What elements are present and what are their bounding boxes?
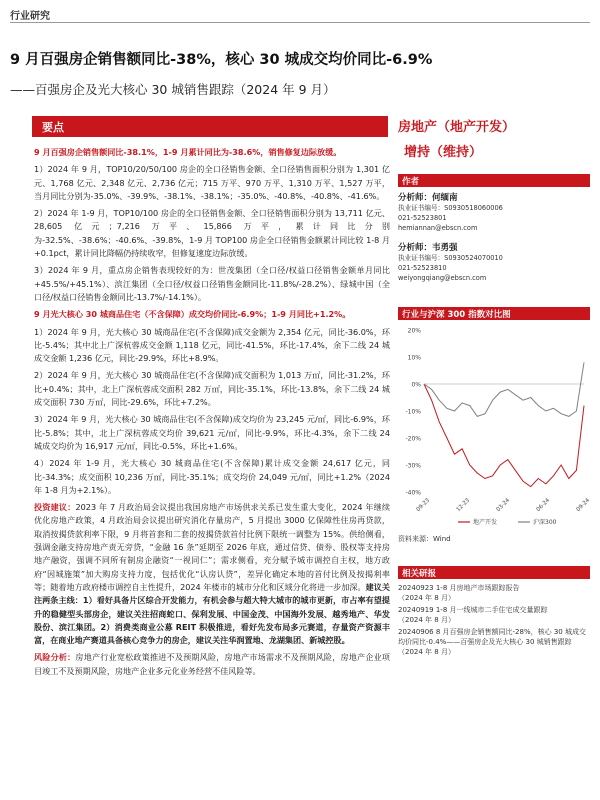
sidebar xyxy=(398,116,590,659)
legend-label: 沪深300 xyxy=(533,519,557,526)
investment-head: 投资建议： xyxy=(34,502,76,513)
x-tick-label: 09-24 xyxy=(575,497,590,514)
analyst-block xyxy=(398,191,590,233)
paragraph: 3）2024 年 9 月，光大核心 30 城商品住宅(不含保障)成交均价为 23,245 元/㎡，同比-6.9%，环比-5.8%；其中，北上广深杭蓉成交均价 39,621 元/㎡，同比-9.9%，环比-4.3%，余下二线 24 城成交均价为 16,917 元/㎡，同比-0.5%，环比+1.6%。 xyxy=(34,414,390,451)
chart-container xyxy=(398,320,590,534)
analyst-block xyxy=(398,241,590,283)
y-tick-label: 0% xyxy=(411,381,421,389)
legend-label: 地产开发 xyxy=(473,519,498,526)
paragraph: 2）2024 年 1-9 月，TOP10/100 房企的全口径销售金额、全口径销售面积分别为 13,711 亿元、28,605 亿元；7,216 万平、15,866 万平，累计同比分别为-32.5%、-38.6%；-40.6%、-39.8%，1-9 月 TOP100 房企全口径销售金额累计同比较 1-8 月+0.1pct，累计同比降幅仍持续收窄，但修复速度边际放缓。 xyxy=(34,208,390,259)
related-item[interactable]: 20240923 1-8 月房地产市场跟踪报告 （2024 年 8 月） xyxy=(398,584,520,602)
y-tick-label: -10% xyxy=(405,408,421,416)
main-content xyxy=(34,146,390,682)
y-tick-label: -20% xyxy=(405,435,421,443)
paragraph-1-heading: 9 月百强房企销售额同比-38.1%，1-9 月累计同比为-38.6%，销售修复边际放缓。 xyxy=(34,147,342,157)
analyst-name: 分析师：韦勇强 xyxy=(398,243,458,253)
paragraph: 3）2024 年 9 月，重点房企销售表现较好的为：世茂集团（全口径/权益口径销售金额单月同比+45.5%/+45.1%）、滨江集团（全口径/权益口径销售金额同比-11.8%/-28.2%）、绿城中国（全口径/权益口径销售金额同比-13.7%/-14.1%）。 xyxy=(34,265,390,302)
x-tick-label: 09-23 xyxy=(415,497,432,514)
industry-label: 房地产（地产开发） xyxy=(398,120,516,135)
chart-source: 资料来源：Wind xyxy=(398,535,451,543)
paragraph: 1）2024 年 9 月，TOP10/20/50/100 房企的全口径销售金额、全口径销售面积分别为 1,301 亿元、1,768 亿元、2,348 亿元、2,736 亿元；715 万平、970 万平、1,310 万平、1,527 万平，当月同比分别为-35.0%、-39.9%、-38.1%、-38.1%；-35.0%、-40.8%、-40.8%、-41.6%。 xyxy=(34,164,390,201)
risk-head: 风险分析： xyxy=(34,652,76,663)
paragraph: 2）2024 年 9 月，光大核心 30 城商品住宅(不含保障)成交面积为 1,013 万㎡，同比-31.2%，环比+0.4%；其中，北上广深杭蓉成交面积 282 万㎡，同比-35.1%，环比-13.8%，余下二线 24 城成交面积 730 万㎡，同比-29.6%，环比+7.2%。 xyxy=(34,370,390,408)
author-header: 作者 xyxy=(398,174,590,187)
paragraph: 1）2024 年 9 月，光大核心 30 城商品住宅(不含保障)成交金额为 2,354 亿元，同比-36.0%，环比-5.4%；其中北上广深杭蓉成交金额 1,118 亿元，同比-41.5%，环比-17.4%，余下二线 24 城成交金额 1,236 亿元，同比-29.9%，环比+8.9%。 xyxy=(34,326,390,364)
related-header: 相关研报 xyxy=(398,566,590,579)
analyst-phone: 021-52523801 xyxy=(398,214,447,222)
y-tick-label: 10% xyxy=(407,354,421,362)
analyst-email[interactable]: hemiannan@ebscn.com xyxy=(398,224,478,232)
paragraph: 4）2024 年 1-9 月，光大核心 30 城商品住宅(不含保障)累计成交金额 24,617 亿元，同比-34.3%；成交面积 10,236 万㎡，同比-35.1%；成交均价 24,049 元/㎡，同比+1.2%（2024 年 1-8 月为+2.1%）。 xyxy=(34,458,390,495)
risk-analysis xyxy=(34,651,390,678)
comparison-chart xyxy=(398,320,590,530)
analyst-email[interactable]: weiyongqiang@ebscn.com xyxy=(398,274,487,282)
risk-text: 房地产行业宽松政策推进不及预期风险，房地产市场需求不及预期风险，房地产企业项目竣工不及预期风险，房地产企业多元化业务经营不佳风险等。 xyxy=(34,652,390,676)
keypoints-header: 要点 xyxy=(32,116,388,136)
rating-label: 增持（维持） xyxy=(404,145,483,160)
related-item[interactable]: 20240919 1-8 月一线城市二手住宅成交量跟踪 （2024 年 8 月） xyxy=(398,606,548,624)
chart-header: 行业与沪深 300 指数对比图 xyxy=(398,307,590,320)
investment-bold: 建议关注两条主线：1）看好具备片区综合开发能力，有机会参与超大特大城市的城市更新，市占率有望提升的稳健型头部房企，建议关注招商蛇口、保利发展、中国金茂、中国海外发展、越秀地产、华发股份、滨江集团。2）消费类商业公募 REIT 积极推进，看好先发布局多元赛道，存量资产资源丰富，在商业地产赛道具备核心竞争力的房企，建议关注华润置地、龙湖集团、新城控股。 xyxy=(34,581,390,646)
y-tick-label: -40% xyxy=(405,489,421,497)
paragraph-2-heading: 9 月光大核心 30 城商品住宅（不含保障）成交均价同比-6.9%；1-9 月同比+1.2%。 xyxy=(34,309,351,320)
keypoints-rule xyxy=(32,136,388,137)
x-tick-label: 06-24 xyxy=(535,497,552,514)
section-label: 行业研究 xyxy=(10,11,50,22)
investment-advice xyxy=(34,501,390,647)
analyst-cert: 执业证书编号：S0930524070010 xyxy=(398,254,503,262)
page-subtitle: ——百强房企及光大核心 30 城销售跟踪（2024 年 9 月） xyxy=(10,82,336,97)
y-tick-label: -30% xyxy=(405,462,421,470)
series-line-industry xyxy=(424,384,584,487)
x-tick-label: 03-24 xyxy=(495,497,512,514)
related-item[interactable]: 20240906 8 月百强房企销售额同比-28%，核心 30 城成交均价同比-0.4%——百强房企及光大核心 30 城销售跟踪 （2024 年 8 月） xyxy=(398,628,586,656)
analyst-phone: 021-52523810 xyxy=(398,264,447,272)
x-tick-label: 12-23 xyxy=(455,497,472,514)
series-line-hs300 xyxy=(424,362,584,416)
analyst-name: 分析师：何缅南 xyxy=(398,193,458,203)
page-title: 9 月百强房企销售额同比-38%，核心 30 城成交均价同比-6.9% xyxy=(10,52,433,68)
analyst-cert: 执业证书编号：S0930518060006 xyxy=(398,204,503,212)
y-tick-label: 20% xyxy=(407,327,421,335)
related-list xyxy=(398,583,590,657)
header-divider xyxy=(10,22,590,23)
investment-text: 2023 年 7 月政治局会议提出我国房地产市场供求关系已发生重大变化，2024 年继续优化房地产政策，4 月政治局会议提出研究消化存量房产，5 月提出 3000 亿保障性住房再贷款，取消按揭贷款利率下限，9 月将首套和二套的按揭贷款首付比例下限统一调整为 15%。供给侧看，强调金融支持房地产责无旁贷，“金融 16 条”延期至 2026 年底，通过信贷、债券、股权等支持房地产融资，强调不同所有制房企融资“一视同仁”；需求侧看，充分赋予城市调控自主权，地方政府“因城施策”加大购房支持力度，包括优化“认房认贷”，差异化确定本地的首付比例及按揭利率等；随着地方政府楼市调控自主性提升，2024 年楼市的城市分化和区域分化将进一步加深。 xyxy=(34,502,390,592)
